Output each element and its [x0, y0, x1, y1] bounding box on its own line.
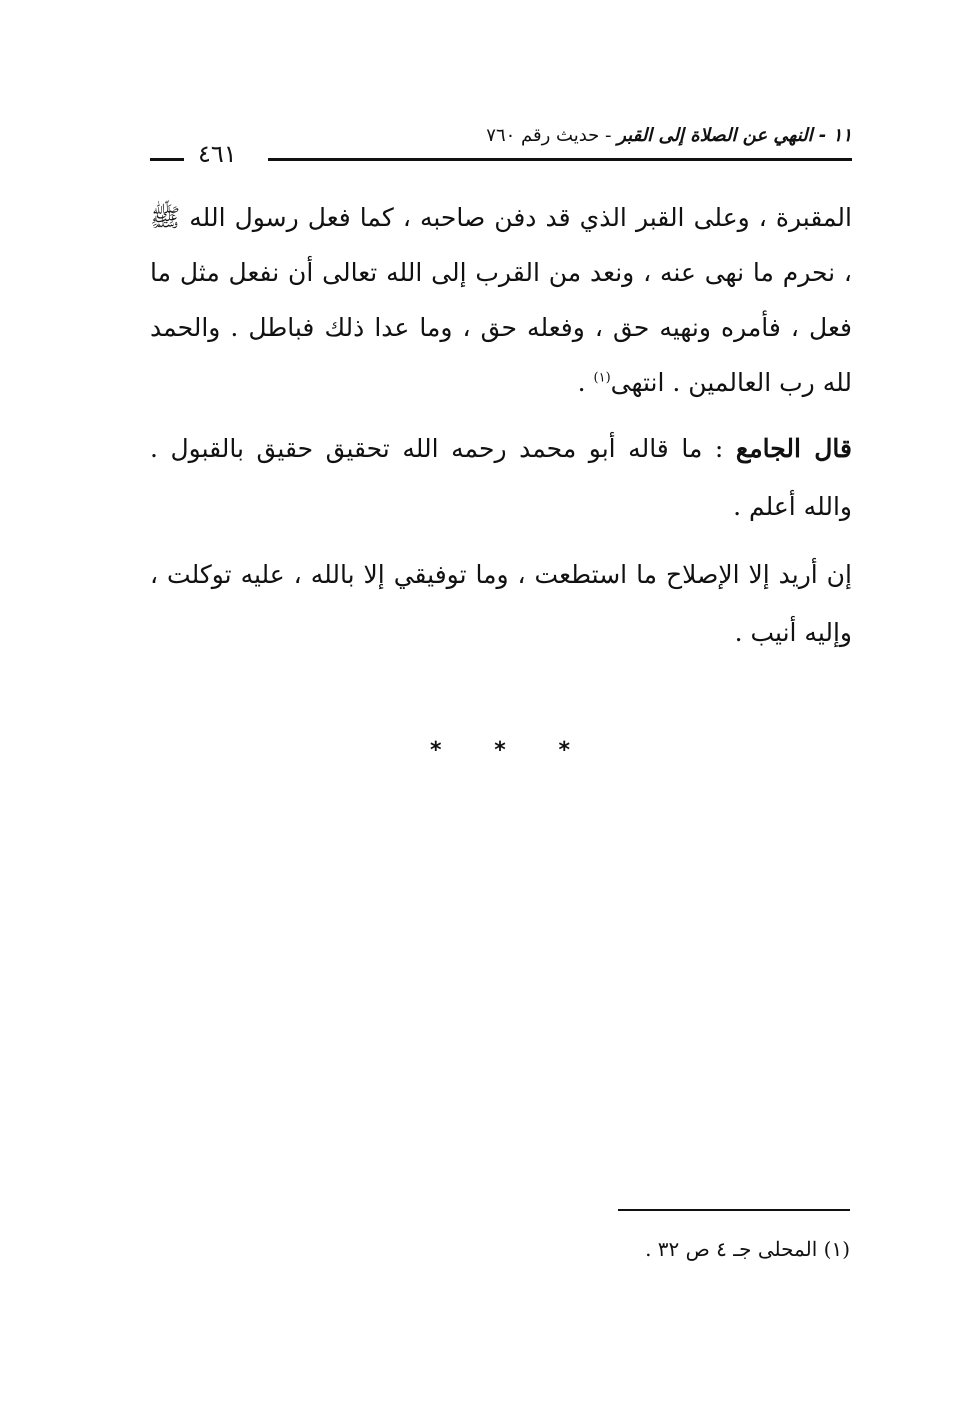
paragraph — [150, 190, 852, 410]
section-separator — [430, 738, 570, 763]
asterisk: * — [494, 738, 506, 763]
header-title — [486, 124, 852, 148]
chapter-title: ١١ - النهي عن الصلاة إلى القبر — [617, 125, 852, 146]
paragraph-text: المقبرة ، وعلى القبر الذي قد دفن صاحبه ، كما فعل رسول الله ﷺ ، نحرم ما نهى عنه ، ونعد من القرب إلى الله تعالى أن نفعل مثل ما فعل ، فأمره ونهيه حق ، وفعله حق ، وما عدا ذلك فباطل . والحمد لله رب العالمين . انتهى — [150, 203, 852, 397]
paragraph-end: . — [577, 368, 594, 397]
compiler-label: قال الجامع — [735, 434, 852, 463]
paragraph-text: إن أريد إلا الإصلاح ما استطعت ، وما توفيقي إلا بالله ، عليه توكلت ، وإليه أنيب . — [150, 560, 852, 647]
footnote-rule — [618, 1209, 850, 1211]
paragraph — [150, 546, 852, 662]
footnote: (١) المحلى جـ ٤ ص ٣٢ . — [645, 1237, 850, 1261]
paragraph-text: : ما قاله أبو محمد رحمه الله تحقيق حقيق بالقبول . والله أعلم . — [150, 434, 852, 521]
page-number: ٤٦١ — [198, 140, 237, 168]
running-header — [150, 118, 852, 168]
body-text — [150, 190, 852, 662]
paragraph — [150, 420, 852, 536]
asterisk: * — [430, 738, 442, 763]
footnote-marker: (١) — [593, 370, 611, 386]
hadith-reference: - حديث رقم ٧٦٠ — [486, 125, 618, 146]
header-rule — [268, 158, 852, 161]
page-number-dash — [150, 158, 184, 161]
asterisk: * — [558, 738, 570, 763]
